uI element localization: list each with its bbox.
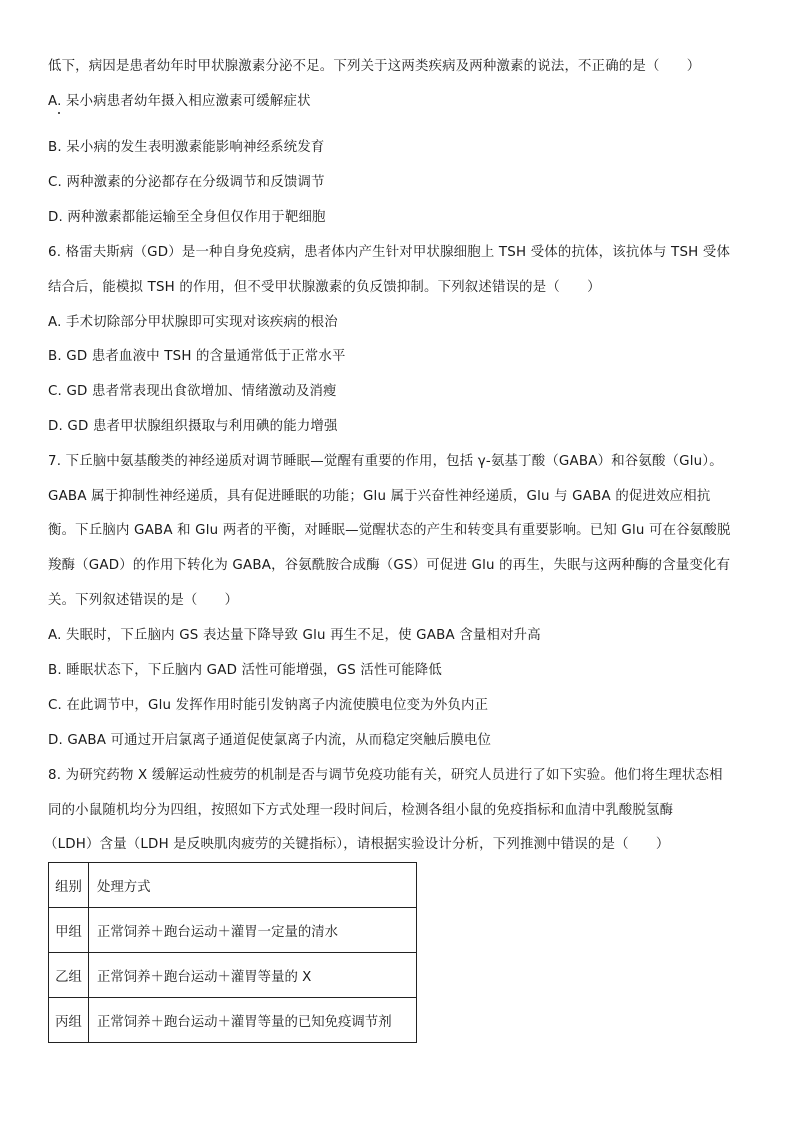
q5-option-b: B. 呆小病的发生表明激素能影响神经系统发育 — [48, 140, 325, 155]
q8-stem-line-3: （LDH）含量（LDH 是反映肌肉疲劳的关键指标），请根据实验设计分析，下列推测中错误的是（ ） — [44, 837, 670, 852]
table-header-row — [49, 863, 417, 908]
q5-option-c: C. 两种激素的分泌都存在分级调节和反馈调节 — [48, 175, 325, 190]
table-row — [49, 998, 417, 1043]
table-cell-treatment: 正常饲养＋跑台运动＋灌胃等量的已知免疫调节剂 — [89, 998, 417, 1043]
q7-stem-line-5: 关。下列叙述错误的是（ ） — [48, 593, 239, 608]
q5-option-d: D. 两种激素都能运输至全身但仅作用于靶细胞 — [48, 210, 326, 225]
q7-stem-line-4: 羧酶（GAD）的作用下转化为 GABA，谷氨酰胺合成酶（GS）可促进 Glu 的再生，失眠与这两种酶的含量变化有 — [48, 558, 731, 573]
q7-option-b: B. 睡眠状态下，下丘脑内 GAD 活性可能增强，GS 活性可能降低 — [48, 663, 442, 678]
q6-option-b: B. GD 患者血液中 TSH 的含量通常低于正常水平 — [48, 349, 346, 364]
table-row — [49, 908, 417, 953]
q6-option-d: D. GD 患者甲状腺组织摄取与利用碘的能力增强 — [48, 419, 338, 434]
q7-stem-line-1: 7. 下丘脑中氨基酸类的神经递质对调节睡眠—觉醒有重要的作用，包括 γ-氨基丁酸（GABA）和谷氨酸（Glu）。 — [48, 454, 723, 469]
table-cell-group: 丙组 — [49, 998, 89, 1043]
table-header-cell: 组别 — [49, 863, 89, 908]
table-cell-treatment: 正常饲养＋跑台运动＋灌胃一定量的清水 — [89, 908, 417, 953]
experiment-table — [48, 862, 417, 1043]
q7-stem-line-2: GABA 属于抑制性神经递质，具有促进睡眠的功能；Glu 属于兴奋性神经递质，Glu 与 GABA 的促进效应相抗 — [48, 489, 711, 504]
q7-option-a: A. 失眠时，下丘脑内 GS 表达量下降导致 Glu 再生不足，使 GABA 含量相对升高 — [48, 628, 541, 643]
q7-stem-line-3: 衡。下丘脑内 GABA 和 Glu 两者的平衡，对睡眠—觉醒状态的产生和转变具有重要影响。已知 Glu 可在谷氨酸脱 — [48, 523, 731, 538]
q6-option-a: A. 手术切除部分甲状腺即可实现对该疾病的根治 — [48, 315, 338, 330]
q6-option-c: C. GD 患者常表现出食欲增加、情绪激动及消瘦 — [48, 384, 337, 399]
table-header-cell: 处理方式 — [89, 863, 417, 908]
q8-stem-line-2: 同的小鼠随机均分为四组，按照如下方式处理一段时间后，检测各组小鼠的免疫指标和血清中乳酸脱氢酶 — [48, 803, 674, 818]
q7-option-d: D. GABA 可通过开启氯离子通道促使氯离子内流，从而稳定突触后膜电位 — [48, 733, 492, 748]
table-cell-treatment: 正常饲养＋跑台运动＋灌胃等量的 X — [89, 953, 417, 998]
table-cell-group: 乙组 — [49, 953, 89, 998]
q8-stem-line-1: 8. 为研究药物 X 缓解运动性疲劳的机制是否与调节免疫功能有关，研究人员进行了如下实验。他们将生理状态相 — [48, 768, 723, 783]
q6-stem-line-2: 结合后，能模拟 TSH 的作用，但不受甲状腺激素的负反馈抑制。下列叙述错误的是（ ） — [48, 280, 601, 295]
table-row — [49, 953, 417, 998]
q5-option-a: A. 呆小病患者幼年摄入相应激素可缓解症状 — [48, 94, 311, 109]
q5-stem-tail: 低下，病因是患者幼年时甲状腺激素分泌不足。下列关于这两类疾病及两种激素的说法，不正确的是（ ） — [48, 59, 701, 74]
stray-dot — [58, 112, 60, 114]
q6-stem-line-1: 6. 格雷夫斯病（GD）是一种自身免疫病，患者体内产生针对甲状腺细胞上 TSH 受体的抗体，该抗体与 TSH 受体 — [48, 245, 731, 260]
q7-option-c: C. 在此调节中，Glu 发挥作用时能引发钠离子内流使膜电位变为外负内正 — [48, 698, 489, 713]
table-cell-group: 甲组 — [49, 908, 89, 953]
